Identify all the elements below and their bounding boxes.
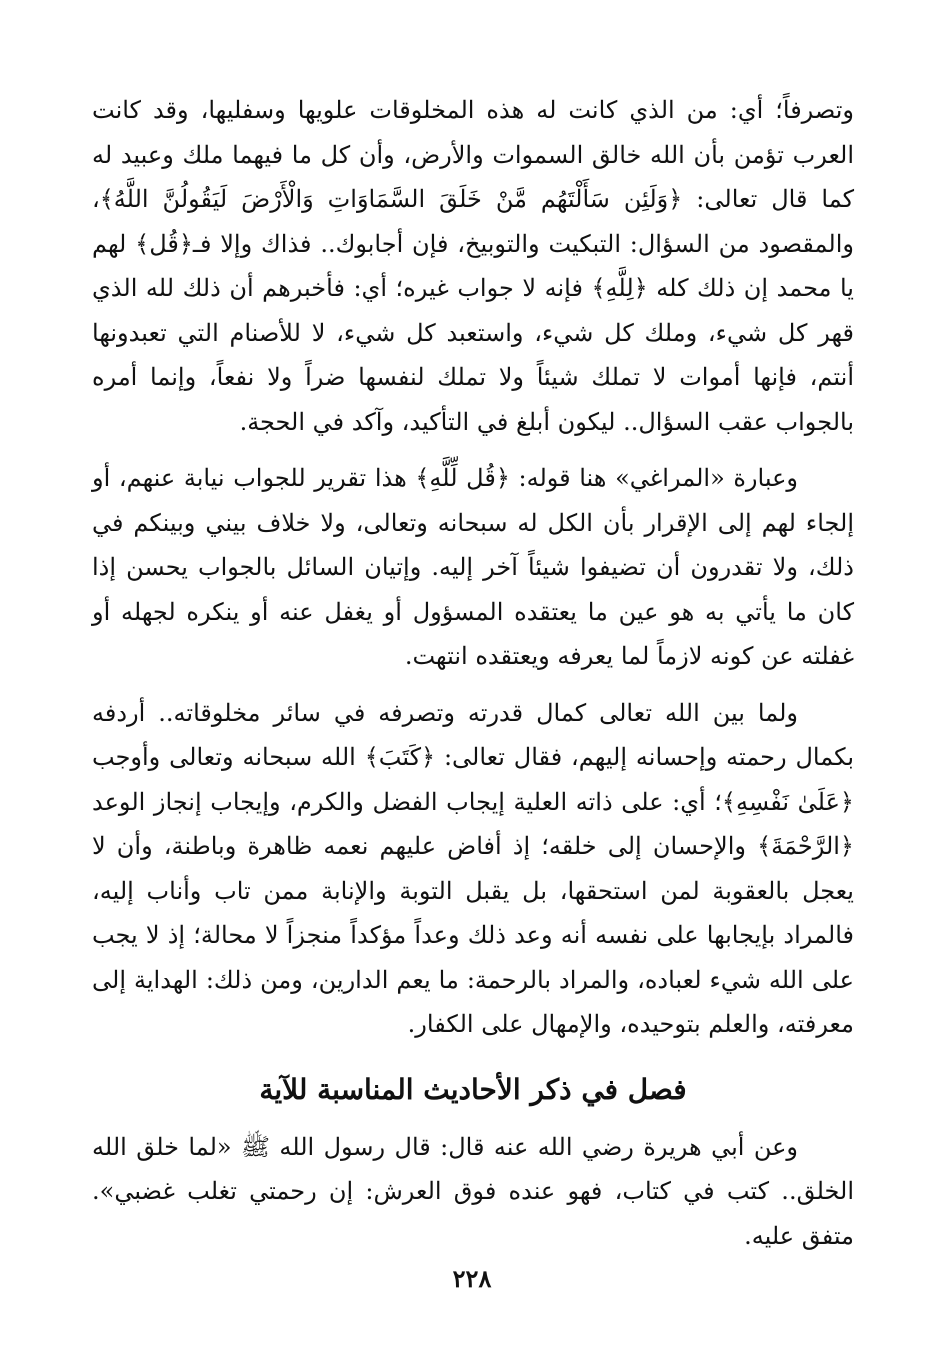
hadith-paragraph: وعن أبي هريرة رضي الله عنه قال: قال رسول الله ﷺ «لما خلق الله الخلق.. كتب في كتاب، فهو عنده فوق العرش: إن رحمتي تغلب غضبي». متفق عليه. bbox=[92, 1132, 854, 1250]
section-heading: فصل في ذكر الأحاديث المناسبة للآية bbox=[259, 1072, 687, 1106]
paragraph-2: وعبارة «المراغي» هنا قوله: ﴿قُل لِّلَّهِ﴾ هذا تقرير للجواب نيابة عنهم، أو إلجاء لهم إلى الإقرار بأن الكل له سبحانه وتعالى، ولا خلاف بيني وبينكم في ذلك، ولا تقدرون أن تضيفوا شيئاً آخر إليه. وإتيان السائل بالجواب يحسن إذا كان ما يأتي به هو عين ما يعتقده المسؤول أو يغفل عنه أو ينكره لجهله أو غفلته عن كونه لازماً لما يعرفه ويعتقده انتهت. bbox=[92, 464, 854, 670]
page-body bbox=[92, 88, 854, 1258]
page-number: ٢٢٨ bbox=[452, 1264, 492, 1293]
paragraph-1: وتصرفاً؛ أي: من الذي كانت له هذه المخلوقات علويها وسفليها، وقد كانت العرب تؤمن بأن الله خالق السموات والأرض، وأن كل ما فيهما ملك وعبيد له كما قال تعالى: ﴿وَلَئِن سَأَلْتَهُم مَّنْ خَلَقَ السَّمَاوَاتِ وَالْأَرْضَ لَيَقُولُنَّ اللَّهُ﴾، والمقصود من السؤال: التبكيت والتوبيخ، فإن أجابوك.. فذاك وإلا فـ﴿قُل﴾ لهم يا محمد إن ذلك كله ﴿لِلَّهِ﴾ فإنه لا جواب غيره؛ أي: فأخبرهم أن ذلك لله الذي قهر كل شيء، وملك كل شيء، واستعبد كل شيء، لا للأصنام التي تعبدونها أنتم، فإنها أموات لا تملك شيئاً ولا تملك لنفسها ضراً ولا نفعاً، وإنما أمره بالجواب عقب السؤال.. ليكون أبلغ في التأكيد، وآكد في الحجة. bbox=[92, 96, 854, 436]
paragraph-3: ولما بين الله تعالى كمال قدرته وتصرفه في سائر مخلوقاته.. أردفه بكمال رحمته وإحسانه إليهم، فقال تعالى: ﴿كَتَبَ﴾ الله سبحانه وتعالى وأوجب ﴿عَلَىٰ نَفْسِهِ﴾؛ أي: على ذاته العلية إيجاب الفضل والكرم، وإيجاب إنجاز الوعد ﴿الرَّحْمَةَ﴾ والإحسان إلى خلقه؛ إذ أفاض عليهم نعمه ظاهرة وباطنة، وأن لا يعجل بالعقوبة لمن استحقها، بل يقبل التوبة والإنابة ممن تاب وأناب إليه، فالمراد بإيجابها على نفسه أنه وعد ذلك وعداً مؤكداً منجزاً لا محالة؛ إذ لا يجب على الله شيء لعباده، والمراد بالرحمة: ما يعم الدارين، ومن ذلك: الهداية إلى معرفته، والعلم بتوحيده، والإمهال على الكفار. bbox=[92, 698, 854, 1038]
